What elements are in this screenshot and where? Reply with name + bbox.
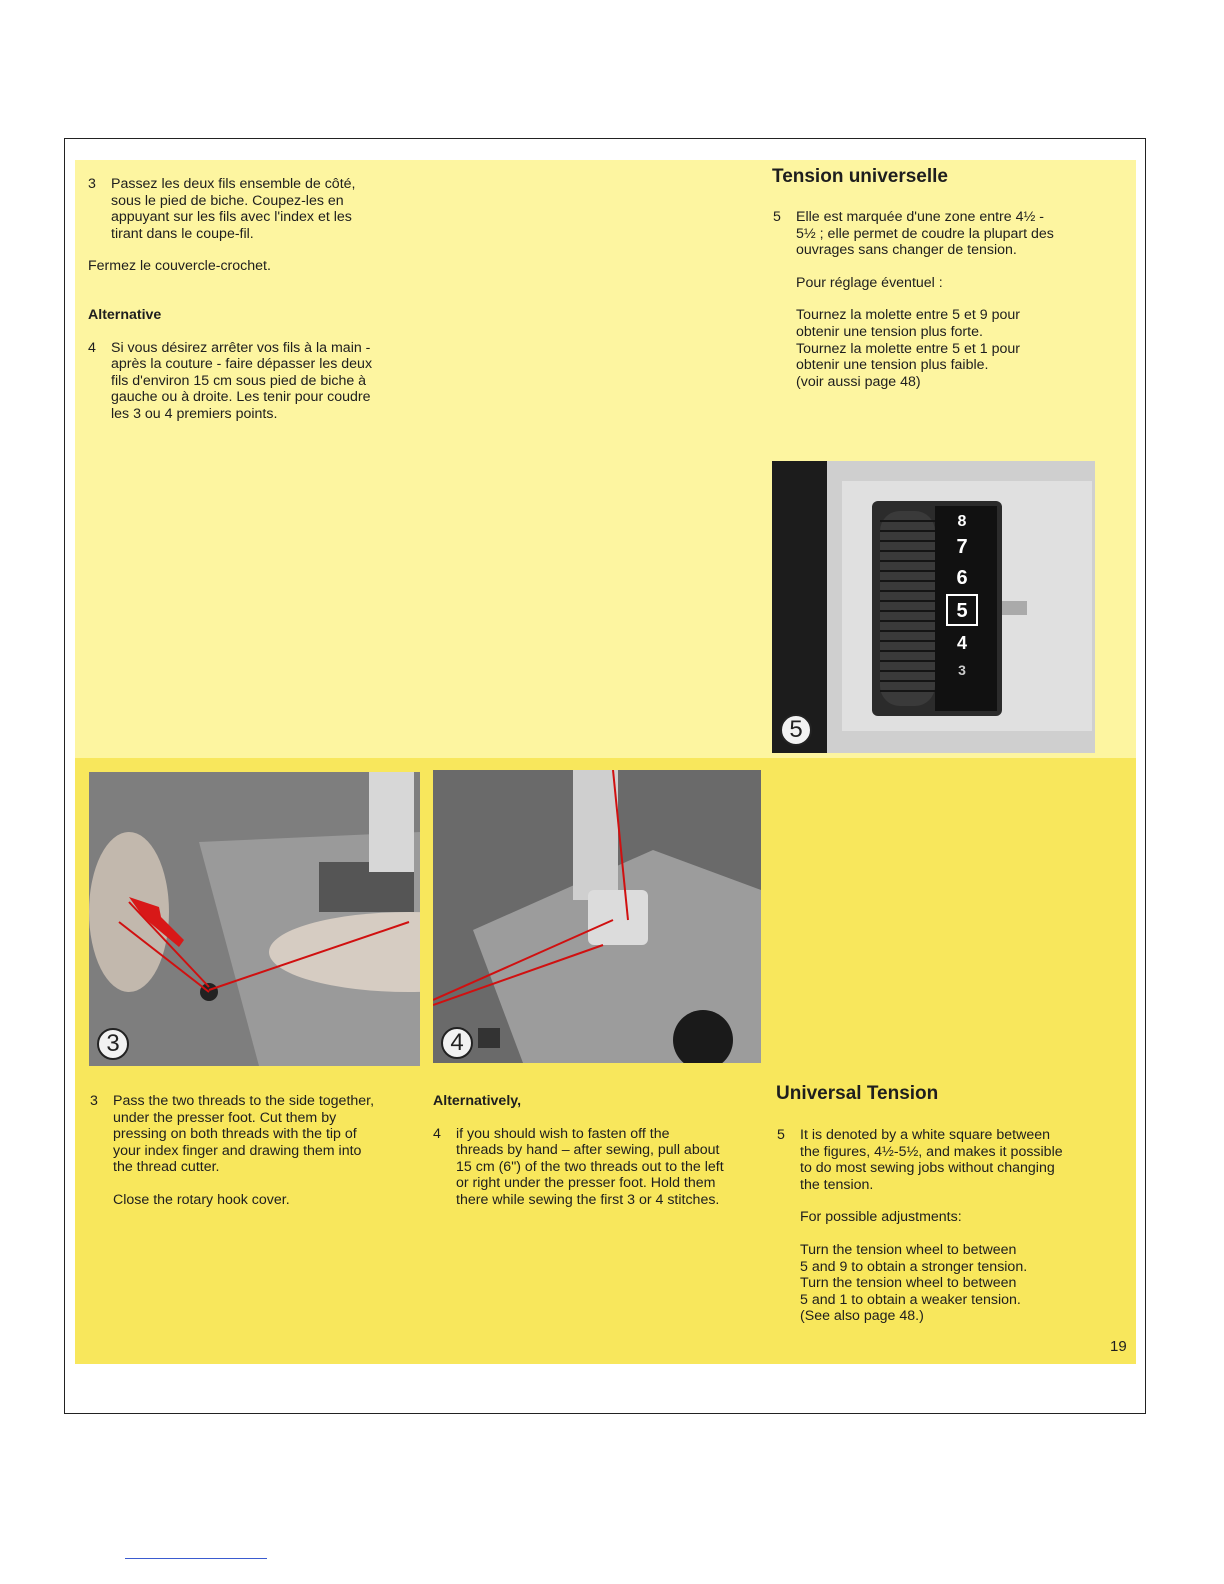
english-step-3 xyxy=(90,1093,420,1176)
step-number: 3 xyxy=(90,1093,98,1109)
figure-4-label: 4 xyxy=(441,1027,473,1059)
footer-line xyxy=(125,1558,267,1559)
step-text: It is denoted by a white square between the figures, 4½-5½, and makes it possible to do most sewing jobs without changing the tension. xyxy=(800,1127,1063,1193)
dial-number-7: 7 xyxy=(956,536,968,558)
figure-3-label: 3 xyxy=(97,1028,129,1060)
figure-5-label: 5 xyxy=(780,714,812,746)
alternative-heading: Alternative xyxy=(88,306,162,323)
step-text: Elle est marquée d'une zone entre 4½ - 5½ ; elle permet de coudre la plupart des ouvrages sans changer de tension. xyxy=(796,209,1054,259)
english-step-4 xyxy=(433,1126,763,1209)
step-text: if you should wish to fasten off the threads by hand – after sewing, pull about 15 cm (6") of the two threads out to the left or right under the presser foot. Hold them there while sewing the first 3 or 4 stitches. xyxy=(456,1125,724,1208)
step-number: 4 xyxy=(433,1125,441,1142)
english-step-5 xyxy=(777,1127,1117,1193)
close-cover-note: Fermez le couvercle-crochet. xyxy=(88,258,271,275)
french-tension-heading: Tension universelle xyxy=(772,166,948,187)
french-step-3 xyxy=(88,176,428,242)
alternatively-heading: Alternatively, xyxy=(433,1093,522,1109)
english-right-column xyxy=(777,1127,1117,1325)
page-number: 19 xyxy=(1110,1338,1127,1355)
french-left-column xyxy=(88,176,428,423)
figure-5-tension-dial xyxy=(772,461,1095,753)
adjust-text: Tournez la molette entre 5 et 9 pour obtenir une tension plus forte. Tournez la molette entre 5 et 1 pour obtenir une tension plus faible. (voir aussi page 48) xyxy=(796,307,1020,390)
figure-3-thread-cutter xyxy=(89,772,420,1066)
dial-number-4: 4 xyxy=(956,633,968,653)
dial-number-5: 5 xyxy=(956,600,968,622)
dial-number-3: 3 xyxy=(958,662,966,678)
step-text: Passez les deux fils ensemble de côté, sous le pied de biche. Coupez-les en appuyant sur les fils avec l'index et les tirant dans le coupe-fil. xyxy=(111,176,356,242)
dial-number-8: 8 xyxy=(957,513,967,530)
adjust-label: Pour réglage éventuel : xyxy=(796,274,943,291)
adjust-label: For possible adjustments: xyxy=(800,1209,962,1226)
french-right-column xyxy=(773,209,1113,390)
step-text: Si vous désirez arrêter vos fils à la main - après la couture - faire dépasser les deux fils d'environ 15 cm sous pied de biche à gauche ou à droite. Les tenir pour coudre les 3 ou 4 premiers points. xyxy=(111,339,373,422)
french-step-4 xyxy=(88,340,428,423)
step-number: 5 xyxy=(773,209,781,225)
step-number: 5 xyxy=(777,1127,785,1143)
english-middle-column xyxy=(433,1093,763,1209)
english-tension-heading: Universal Tension xyxy=(776,1083,939,1104)
french-step-5 xyxy=(773,209,1113,259)
dial-number-6: 6 xyxy=(956,567,968,589)
step-number: 3 xyxy=(88,176,96,192)
adjust-text: Turn the tension wheel to between 5 and 9 to obtain a stronger tension. Turn the tension wheel to between 5 and 1 to obtain a weaker tension. (See also page 48.) xyxy=(800,1241,1028,1325)
step-number: 4 xyxy=(88,339,96,356)
english-left-column xyxy=(90,1093,420,1209)
step-text: Pass the two threads to the side together, under the presser foot. Cut them by pressing on both threads with the tip of your index finger and drawing them into the thread cutter. xyxy=(113,1093,375,1176)
figure-4-hand-fasten xyxy=(433,770,761,1063)
close-cover-note: Close the rotary hook cover. xyxy=(113,1191,290,1208)
